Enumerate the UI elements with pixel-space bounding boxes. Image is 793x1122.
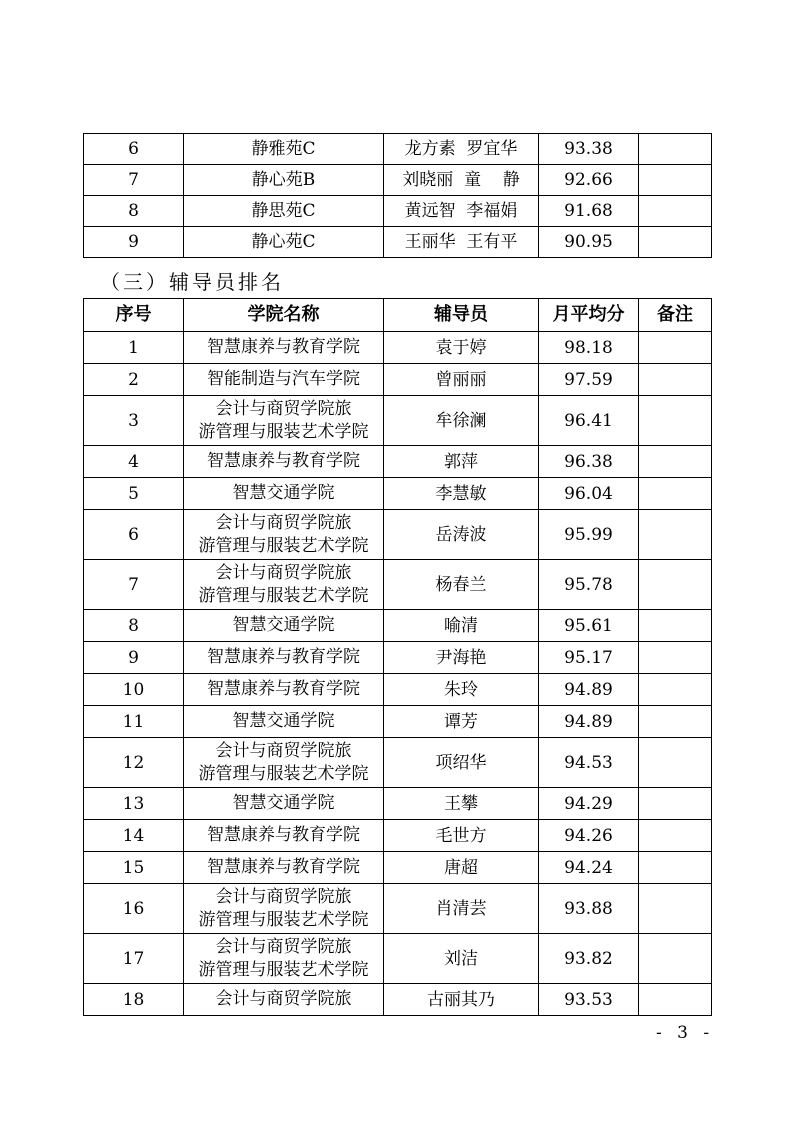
college-name-line: 智慧交通学院 (232, 615, 335, 635)
staff-names: 刘晓丽 童 静 (384, 165, 539, 196)
table-row (84, 165, 712, 196)
college-name (184, 820, 384, 852)
note (639, 510, 712, 560)
header-index: 序号 (84, 299, 184, 332)
counselor-name: 郭萍 (384, 446, 539, 478)
row-index: 3 (84, 396, 184, 446)
table-row (84, 706, 712, 738)
dorm-name: 静思苑C (184, 196, 384, 227)
score: 94.26 (539, 820, 639, 852)
college-name-line: 游管理与服装艺术学院 (198, 763, 369, 784)
score: 93.82 (539, 934, 639, 984)
dorm-name: 静心苑C (184, 227, 384, 258)
dorm-ranking-body (84, 134, 712, 258)
header-counselor: 辅导员 (384, 299, 539, 332)
college-name-line: 智慧康养与教育学院 (207, 825, 360, 845)
college-name-line: 智慧康养与教育学院 (207, 337, 360, 357)
counselor-name: 唐超 (384, 852, 539, 884)
table-row (84, 884, 712, 934)
college-name-line: 智慧康养与教育学院 (207, 857, 360, 877)
college-name-line: 会计与商贸学院旅 (215, 886, 352, 907)
counselor-ranking-body (84, 332, 712, 1016)
score: 94.89 (539, 674, 639, 706)
score: 93.38 (539, 134, 639, 165)
counselor-name: 王攀 (384, 788, 539, 820)
row-index: 18 (84, 984, 184, 1016)
college-name (184, 852, 384, 884)
counselor-ranking-table (83, 298, 712, 1016)
college-name-line: 会计与商贸学院旅 (215, 936, 352, 957)
note (639, 738, 712, 788)
note (639, 227, 712, 258)
counselor-name: 杨春兰 (384, 560, 539, 610)
college-name-line: 游管理与服装艺术学院 (198, 535, 369, 556)
note (639, 364, 712, 396)
college-name (184, 738, 384, 788)
college-name (184, 674, 384, 706)
score: 96.41 (539, 396, 639, 446)
note (639, 642, 712, 674)
row-index: 8 (84, 196, 184, 227)
counselor-name: 朱玲 (384, 674, 539, 706)
counselor-name: 喻清 (384, 610, 539, 642)
score: 94.24 (539, 852, 639, 884)
college-name (184, 560, 384, 610)
note (639, 984, 712, 1016)
college-name (184, 446, 384, 478)
row-index: 16 (84, 884, 184, 934)
dorm-ranking-table (83, 133, 712, 258)
score: 95.78 (539, 560, 639, 610)
staff-names: 龙方素 罗宜华 (384, 134, 539, 165)
row-index: 6 (84, 134, 184, 165)
table-row (84, 984, 712, 1016)
college-name (184, 364, 384, 396)
college-name-line: 会计与商贸学院旅 (215, 740, 352, 761)
college-name-line: 游管理与服装艺术学院 (198, 909, 369, 930)
college-name (184, 396, 384, 446)
row-index: 14 (84, 820, 184, 852)
college-name-line: 智慧交通学院 (232, 711, 335, 731)
staff-names: 王丽华 王有平 (384, 227, 539, 258)
score: 94.53 (539, 738, 639, 788)
college-name (184, 984, 384, 1016)
score: 96.38 (539, 446, 639, 478)
college-name (184, 934, 384, 984)
college-name (184, 788, 384, 820)
college-name (184, 610, 384, 642)
table-row (84, 134, 712, 165)
table-row (84, 332, 712, 364)
table-row (84, 934, 712, 984)
note (639, 884, 712, 934)
score: 94.89 (539, 706, 639, 738)
row-index: 1 (84, 332, 184, 364)
score: 93.53 (539, 984, 639, 1016)
college-name-line: 会计与商贸学院旅 (215, 562, 352, 583)
college-name-line: 游管理与服装艺术学院 (198, 959, 369, 980)
college-name-line: 会计与商贸学院旅 (215, 398, 352, 419)
college-name (184, 706, 384, 738)
page-number: - 3 - (656, 1023, 715, 1043)
table-row (84, 364, 712, 396)
section-heading: （三）辅导员排名 (100, 270, 284, 294)
college-name-line: 智慧交通学院 (232, 483, 335, 503)
college-name (184, 510, 384, 560)
college-name-line: 智慧康养与教育学院 (207, 647, 360, 667)
row-index: 17 (84, 934, 184, 984)
note (639, 788, 712, 820)
counselor-name: 岳涛波 (384, 510, 539, 560)
college-name-line: 智慧康养与教育学院 (207, 451, 360, 471)
table-row (84, 788, 712, 820)
score: 90.95 (539, 227, 639, 258)
counselor-name: 肖清芸 (384, 884, 539, 934)
note (639, 610, 712, 642)
college-name-line: 游管理与服装艺术学院 (198, 421, 369, 442)
college-name (184, 884, 384, 934)
row-index: 4 (84, 446, 184, 478)
note (639, 674, 712, 706)
note (639, 560, 712, 610)
counselor-name: 曾丽丽 (384, 364, 539, 396)
row-index: 9 (84, 227, 184, 258)
row-index: 7 (84, 165, 184, 196)
table-row (84, 478, 712, 510)
college-name-line: 智慧康养与教育学院 (207, 679, 360, 699)
staff-names: 黄远智 李福娟 (384, 196, 539, 227)
college-name (184, 642, 384, 674)
table-row (84, 674, 712, 706)
table-row (84, 642, 712, 674)
row-index: 11 (84, 706, 184, 738)
counselor-name: 项绍华 (384, 738, 539, 788)
score: 95.17 (539, 642, 639, 674)
counselor-name: 牟徐澜 (384, 396, 539, 446)
table-row (84, 852, 712, 884)
note (639, 332, 712, 364)
counselor-name: 谭芳 (384, 706, 539, 738)
header-note: 备注 (639, 299, 712, 332)
college-name (184, 332, 384, 364)
table-row (84, 510, 712, 560)
counselor-name: 古丽其乃 (384, 984, 539, 1016)
table-row (84, 610, 712, 642)
note (639, 934, 712, 984)
college-name-line: 智慧交通学院 (232, 793, 335, 813)
row-index: 10 (84, 674, 184, 706)
score: 97.59 (539, 364, 639, 396)
note (639, 134, 712, 165)
note (639, 196, 712, 227)
table-header-row (84, 299, 712, 332)
header-score: 月平均分 (539, 299, 639, 332)
score: 96.04 (539, 478, 639, 510)
score: 98.18 (539, 332, 639, 364)
counselor-name: 尹海艳 (384, 642, 539, 674)
college-name-line: 会计与商贸学院旅 (215, 989, 352, 1009)
table-row (84, 820, 712, 852)
college-name-line: 游管理与服装艺术学院 (198, 585, 369, 606)
row-index: 12 (84, 738, 184, 788)
score: 92.66 (539, 165, 639, 196)
counselor-name: 袁于婷 (384, 332, 539, 364)
score: 91.68 (539, 196, 639, 227)
counselor-name: 李慧敏 (384, 478, 539, 510)
note (639, 165, 712, 196)
row-index: 2 (84, 364, 184, 396)
counselor-name: 毛世方 (384, 820, 539, 852)
row-index: 9 (84, 642, 184, 674)
college-name (184, 478, 384, 510)
header-college: 学院名称 (184, 299, 384, 332)
row-index: 6 (84, 510, 184, 560)
table-row (84, 196, 712, 227)
counselor-name: 刘洁 (384, 934, 539, 984)
score: 93.88 (539, 884, 639, 934)
table-row (84, 396, 712, 446)
score: 95.61 (539, 610, 639, 642)
row-index: 8 (84, 610, 184, 642)
note (639, 706, 712, 738)
dorm-name: 静心苑B (184, 165, 384, 196)
note (639, 396, 712, 446)
row-index: 15 (84, 852, 184, 884)
table-row (84, 560, 712, 610)
note (639, 446, 712, 478)
college-name-line: 智能制造与汽车学院 (207, 369, 360, 389)
note (639, 852, 712, 884)
note (639, 820, 712, 852)
score: 94.29 (539, 788, 639, 820)
row-index: 7 (84, 560, 184, 610)
table-row (84, 446, 712, 478)
table-row (84, 738, 712, 788)
college-name-line: 会计与商贸学院旅 (215, 512, 352, 533)
table-row (84, 227, 712, 258)
note (639, 478, 712, 510)
dorm-name: 静雅苑C (184, 134, 384, 165)
score: 95.99 (539, 510, 639, 560)
row-index: 13 (84, 788, 184, 820)
row-index: 5 (84, 478, 184, 510)
